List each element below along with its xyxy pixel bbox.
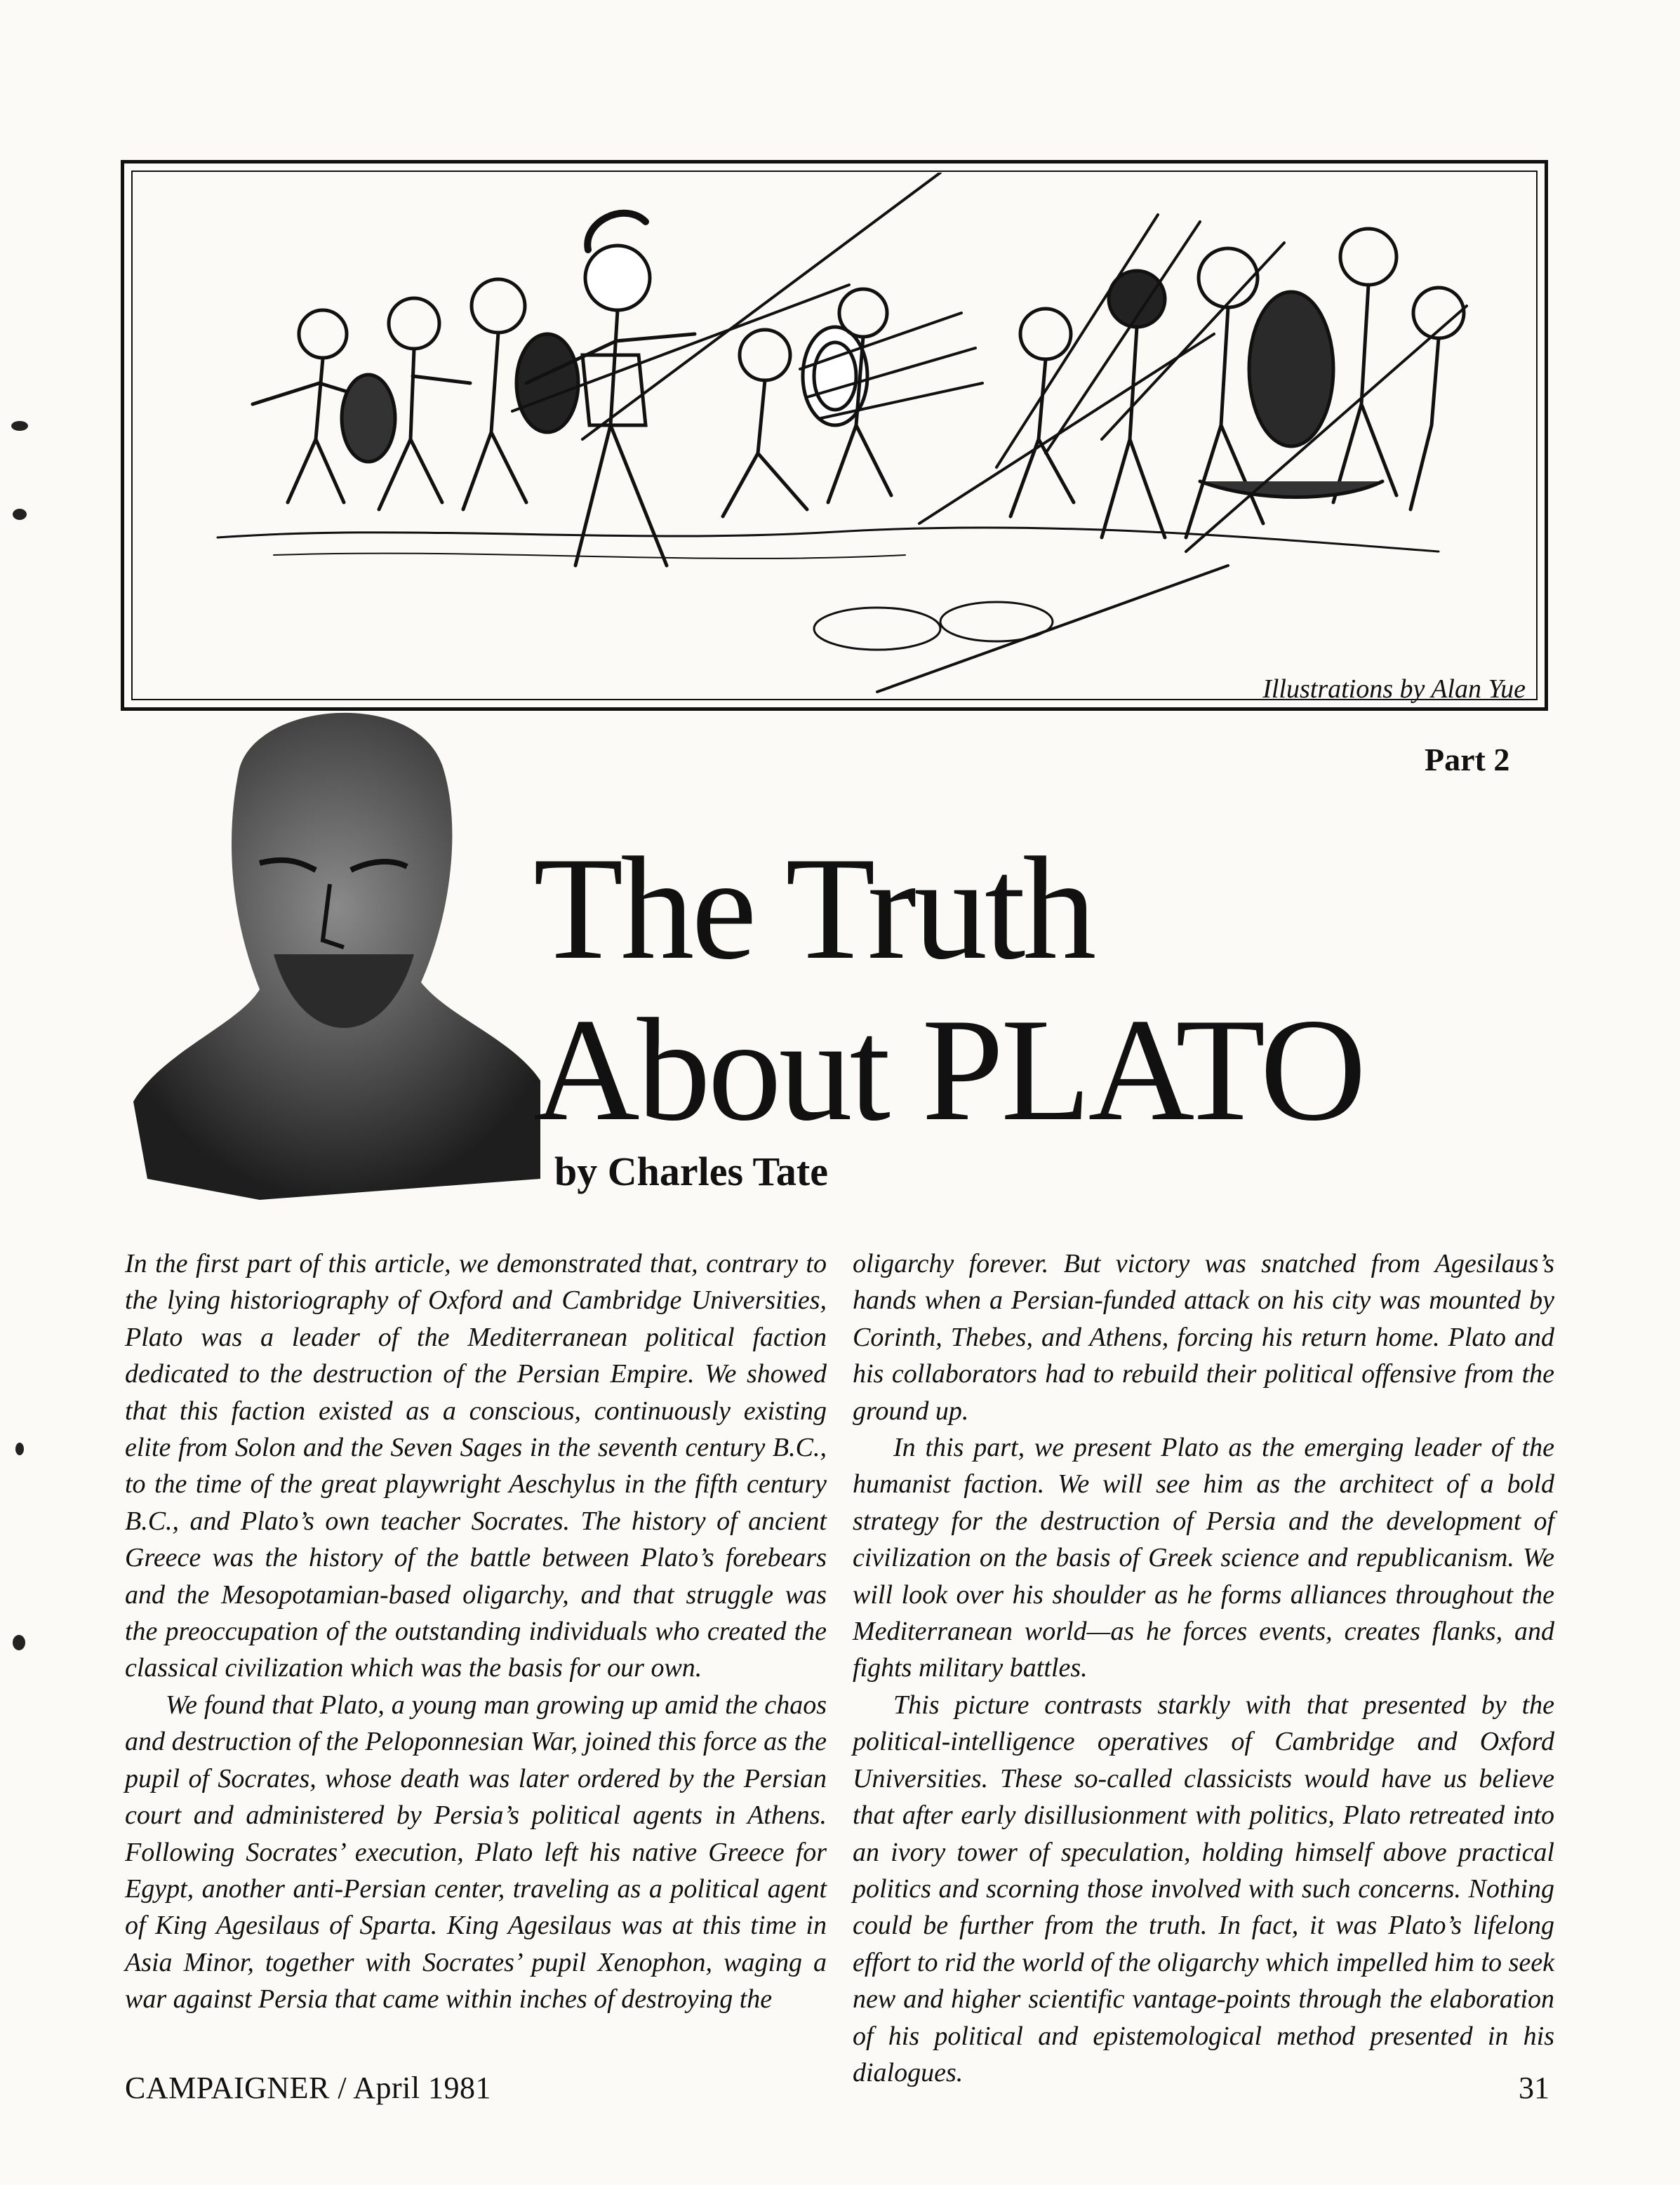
battle-illustration <box>133 173 1535 699</box>
page-number: 31 <box>1519 2071 1549 2105</box>
paragraph: This picture contrasts starkly with that presented by the political-intelligence operatives of Cambridge and Oxford Universities. These so-called classicists would have us believe that after early disillusionment with politics, Plato retreated into an ivory tower of speculation, holding himself above practical politics and scorning those involved with such concerns. Nothing could be further from the truth. In fact, it was Plato’s lifelong effort to rid the world of the oligarchy which impelled him to seek new and higher scientific vantage-points through the elaboration of his political and epistemological method presented in his dialogues. <box>853 1690 1554 2087</box>
plato-bust-image <box>119 688 554 1221</box>
byline: by Charles Tate <box>554 1149 828 1194</box>
right-column <box>853 1245 1554 2091</box>
footer-publication: CAMPAIGNER / April 1981 <box>125 2071 492 2105</box>
article-title <box>533 828 1364 1151</box>
margin-mark <box>15 1443 24 1455</box>
paragraph: We found that Plato, a young man growing up amid the chaos and destruction of the Peloponnesian War, joined this force as the pupil of Socrates, whose death was later ordered by the Persian court and administered by Persia’s political agents in Athens. Following Socrates’ execution, Plato left his native Greece for Egypt, another anti-Persian center, traveling as a political agent of King Agesilaus of Sparta. King Agesilaus was at this time in Asia Minor, together with Socrates’ pupil Xenophon, waging a war against Persia that came within inches of destroying the <box>125 1690 827 2014</box>
paragraph: oligarchy forever. But victory was snatched from Agesilaus’s hands when a Persian-funded attack on his city was mounted by Corinth, Thebes, and Athens, forcing his return home. Plato and his collaborators had to rebuild their political offensive from the ground up. <box>853 1249 1554 1426</box>
paragraph: In this part, we present Plato as the emerging leader of the humanist faction. We will see him as the architect of a bold strategy for the destruction of Persia and the development of civilization on the basis of Greek science and republicanism. We will look over his shoulder as he forms alliances throughout the Mediterranean world—as he forces events, creates flanks, and fights military battles. <box>853 1433 1554 1683</box>
illustration-credit: Illustrations by Alan Yue <box>1262 674 1526 704</box>
left-column <box>125 1245 827 2018</box>
title-line-1: The Truth <box>533 827 1094 990</box>
part-label: Part 2 <box>1425 742 1510 777</box>
margin-mark <box>13 509 27 520</box>
title-line-2: About PLATO <box>533 989 1364 1151</box>
paragraph: In the first part of this article, we demonstrated that, contrary to the lying historiography of Oxford and Cambridge Universities, Plato was a leader of the Mediterranean political faction dedicated to the destruction of the Persian Empire. We showed that this faction existed as a conscious, continuously existing elite from Solon and the Seven Sages in the seventh century B.C., to the time of the great playwright Aeschylus in the fifth century B.C., and Plato’s own teacher Socrates. The history of ancient Greece was the history of the battle between Plato’s forebears and the Mesopotamian-based oligarchy, and that struggle was the preoccupation of the outstanding individuals who created the classical civilization which was the basis for our own. <box>125 1249 827 1683</box>
margin-mark <box>13 1635 25 1650</box>
margin-mark <box>11 421 28 431</box>
